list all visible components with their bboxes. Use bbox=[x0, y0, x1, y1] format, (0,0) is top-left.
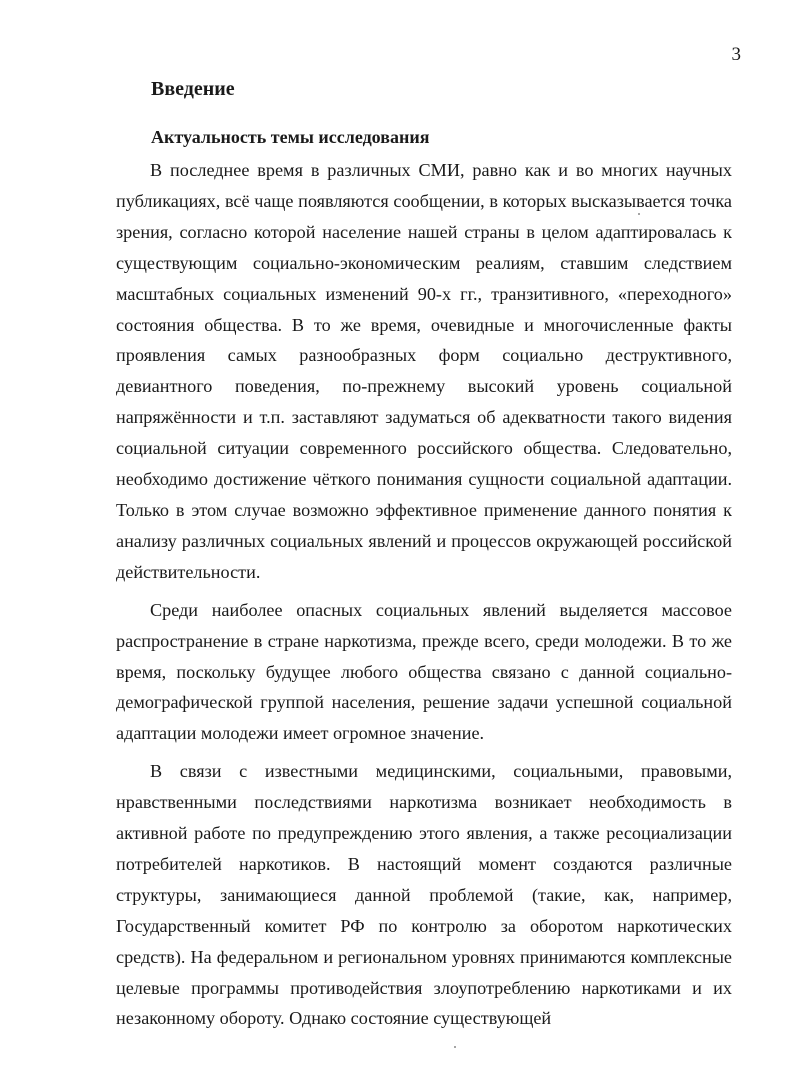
paragraph: В последнее время в различных СМИ, равно как и во многих научных публикациях, всё чаще появляются сообщении, в которых высказывается точка зрения, согласно которой население нашей страны в целом адаптировалась к существующим социально-экономическим реалиям, ставшим следствием масштабных социальных изменений 90-х гг., транзитивного, «переходного» состояния общества. В то же время, очевидные и многочисленные факты проявления самых разнообразных форм социально деструктивного, девиантного поведения, по-прежнему высокий уровень социальной напряжённости и т.п. заставляют задуматься об адекватности такого видения социальной ситуации современного российского общества. Следовательно, необходимо достижение чёткого понимания сущности социальной адаптации. Только в этом случае возможно эффективное применение данного понятия к анализу различных социальных явлений и процессов окружающей российской действительности. bbox=[116, 160, 732, 582]
scan-speck bbox=[454, 1046, 456, 1048]
paragraph: Среди наиболее опасных социальных явлений выделяется массовое распространение в стране наркотизма, прежде всего, среди молодежи. В то же время, поскольку будущее любого общества связано с данной социально-демографической группой населения, решение задачи успешной социальной адаптации молодежи имеет огромное значение. bbox=[116, 599, 732, 744]
subsection-heading: Актуальность темы исследования bbox=[151, 127, 430, 147]
paragraph: В связи с известными медицинскими, социальными, правовыми, нравственными последствиями наркотизма возникает необходимость в активной работе по предупреждению этого явления, а также ресоциализации потребителей наркотиков. В настоящий момент создаются различные структуры, занимающиеся данной проблемой (такие, как, например, Государственный комитет РФ по контролю за оборотом наркотических средств). На федеральном и региональном уровнях принимаются комплексные целевые программы противодействия злоупотреблению наркотиками и их незаконному обороту. Однако состояние существующей bbox=[116, 761, 732, 1029]
section-heading: Введение bbox=[151, 78, 235, 100]
page-number: 3 bbox=[731, 44, 741, 65]
body-text bbox=[116, 155, 732, 1034]
scan-speck bbox=[638, 213, 640, 215]
